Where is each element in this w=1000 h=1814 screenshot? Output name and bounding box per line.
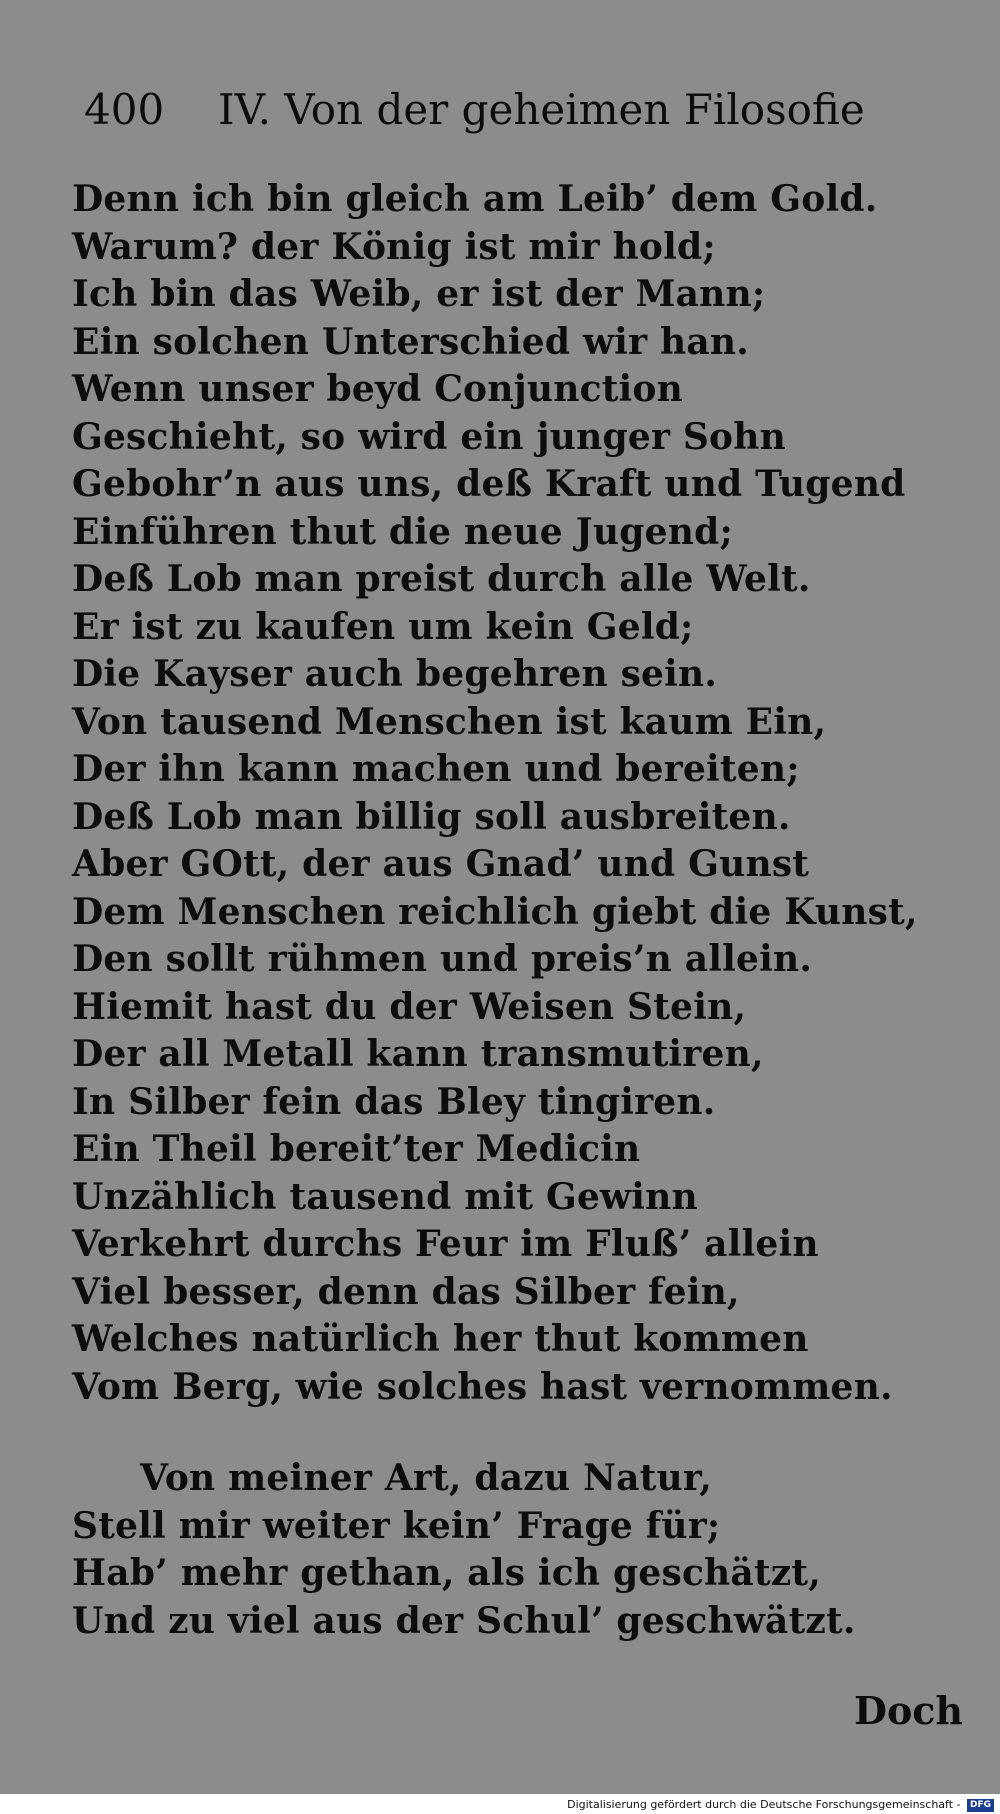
catchword: Doch — [854, 1688, 964, 1733]
verse-line: Deß Lob man billig soll ausbreiten. — [72, 795, 791, 838]
poem-stanza-2 — [72, 1455, 856, 1645]
verse-line: Die Kayser auch begehren sein. — [72, 653, 718, 695]
verse-line: Er ist zu kaufen um kein Geld; — [72, 605, 694, 648]
credit-text: Digitalisierung gefördert durch die Deutsche Forschungsgemeinschaft - — [567, 1798, 961, 1811]
page-number: 400 — [84, 85, 165, 134]
verse-line: Von meiner Art, dazu Natur, — [140, 1457, 713, 1499]
verse-line: Wenn unser beyd Conjunction — [72, 368, 684, 410]
verse-line: Verkehrt durchs Feur im Fluß’ allein — [72, 1223, 819, 1265]
digitization-credit — [567, 1797, 994, 1813]
verse-line: Gebohr’n aus uns, deß Kraft und Tugend — [72, 463, 906, 505]
verse-line: Vom Berg, wie solches hast vernommen. — [72, 1365, 893, 1408]
verse-line: Und zu viel aus der Schul’ geschwätzt. — [72, 1599, 856, 1642]
verse-line: Warum? der König ist mir hold; — [72, 225, 716, 268]
verse-line: Deß Lob man preist durch alle Welt. — [72, 558, 811, 600]
verse-line: Unzählich tausend mit Gewinn — [72, 1175, 698, 1218]
verse-line: Denn ich bin gleich am Leib’ dem Gold. — [72, 178, 878, 220]
dfg-logo: DFG — [967, 1799, 994, 1812]
verse-line: Ein solchen Unterschied wir han. — [72, 320, 749, 363]
verse-line: Der all Metall kann transmutiren, — [72, 1033, 764, 1075]
verse-line: Ich bin das Weib, er ist der Mann; — [72, 273, 766, 315]
poem-stanza-1 — [72, 176, 918, 1411]
verse-line: Stell mir weiter kein’ Frage für; — [72, 1504, 721, 1547]
verse-line: Viel besser, denn das Silber fein, — [72, 1270, 740, 1313]
verse-line: Hab’ mehr gethan, als ich geschätzt, — [72, 1552, 821, 1594]
verse-line: Von tausend Menschen ist kaum Ein, — [72, 700, 827, 743]
running-header — [84, 80, 864, 140]
verse-line: Den sollt rühmen und preis’n allein. — [72, 938, 813, 980]
verse-line: Hiemit hast du der Weisen Stein, — [72, 985, 747, 1028]
verse-line: Dem Menschen reichlich giebt die Kunst, — [72, 890, 918, 933]
verse-line: Einführen thut die neue Jugend; — [72, 510, 733, 553]
running-title: IV. Von der geheimen Filosofie — [218, 85, 865, 134]
verse-line: Welches natürlich her thut kommen — [72, 1318, 809, 1360]
verse-line: Geschieht, so wird ein junger Sohn — [72, 415, 787, 458]
verse-line: Ein Theil bereit’ter Medicin — [72, 1128, 641, 1170]
verse-line: Aber GOtt, der aus Gnad’ und Gunst — [72, 843, 810, 885]
verse-line: In Silber fein das Bley tingiren. — [72, 1080, 716, 1123]
verse-line: Der ihn kann machen und bereiten; — [72, 748, 800, 790]
